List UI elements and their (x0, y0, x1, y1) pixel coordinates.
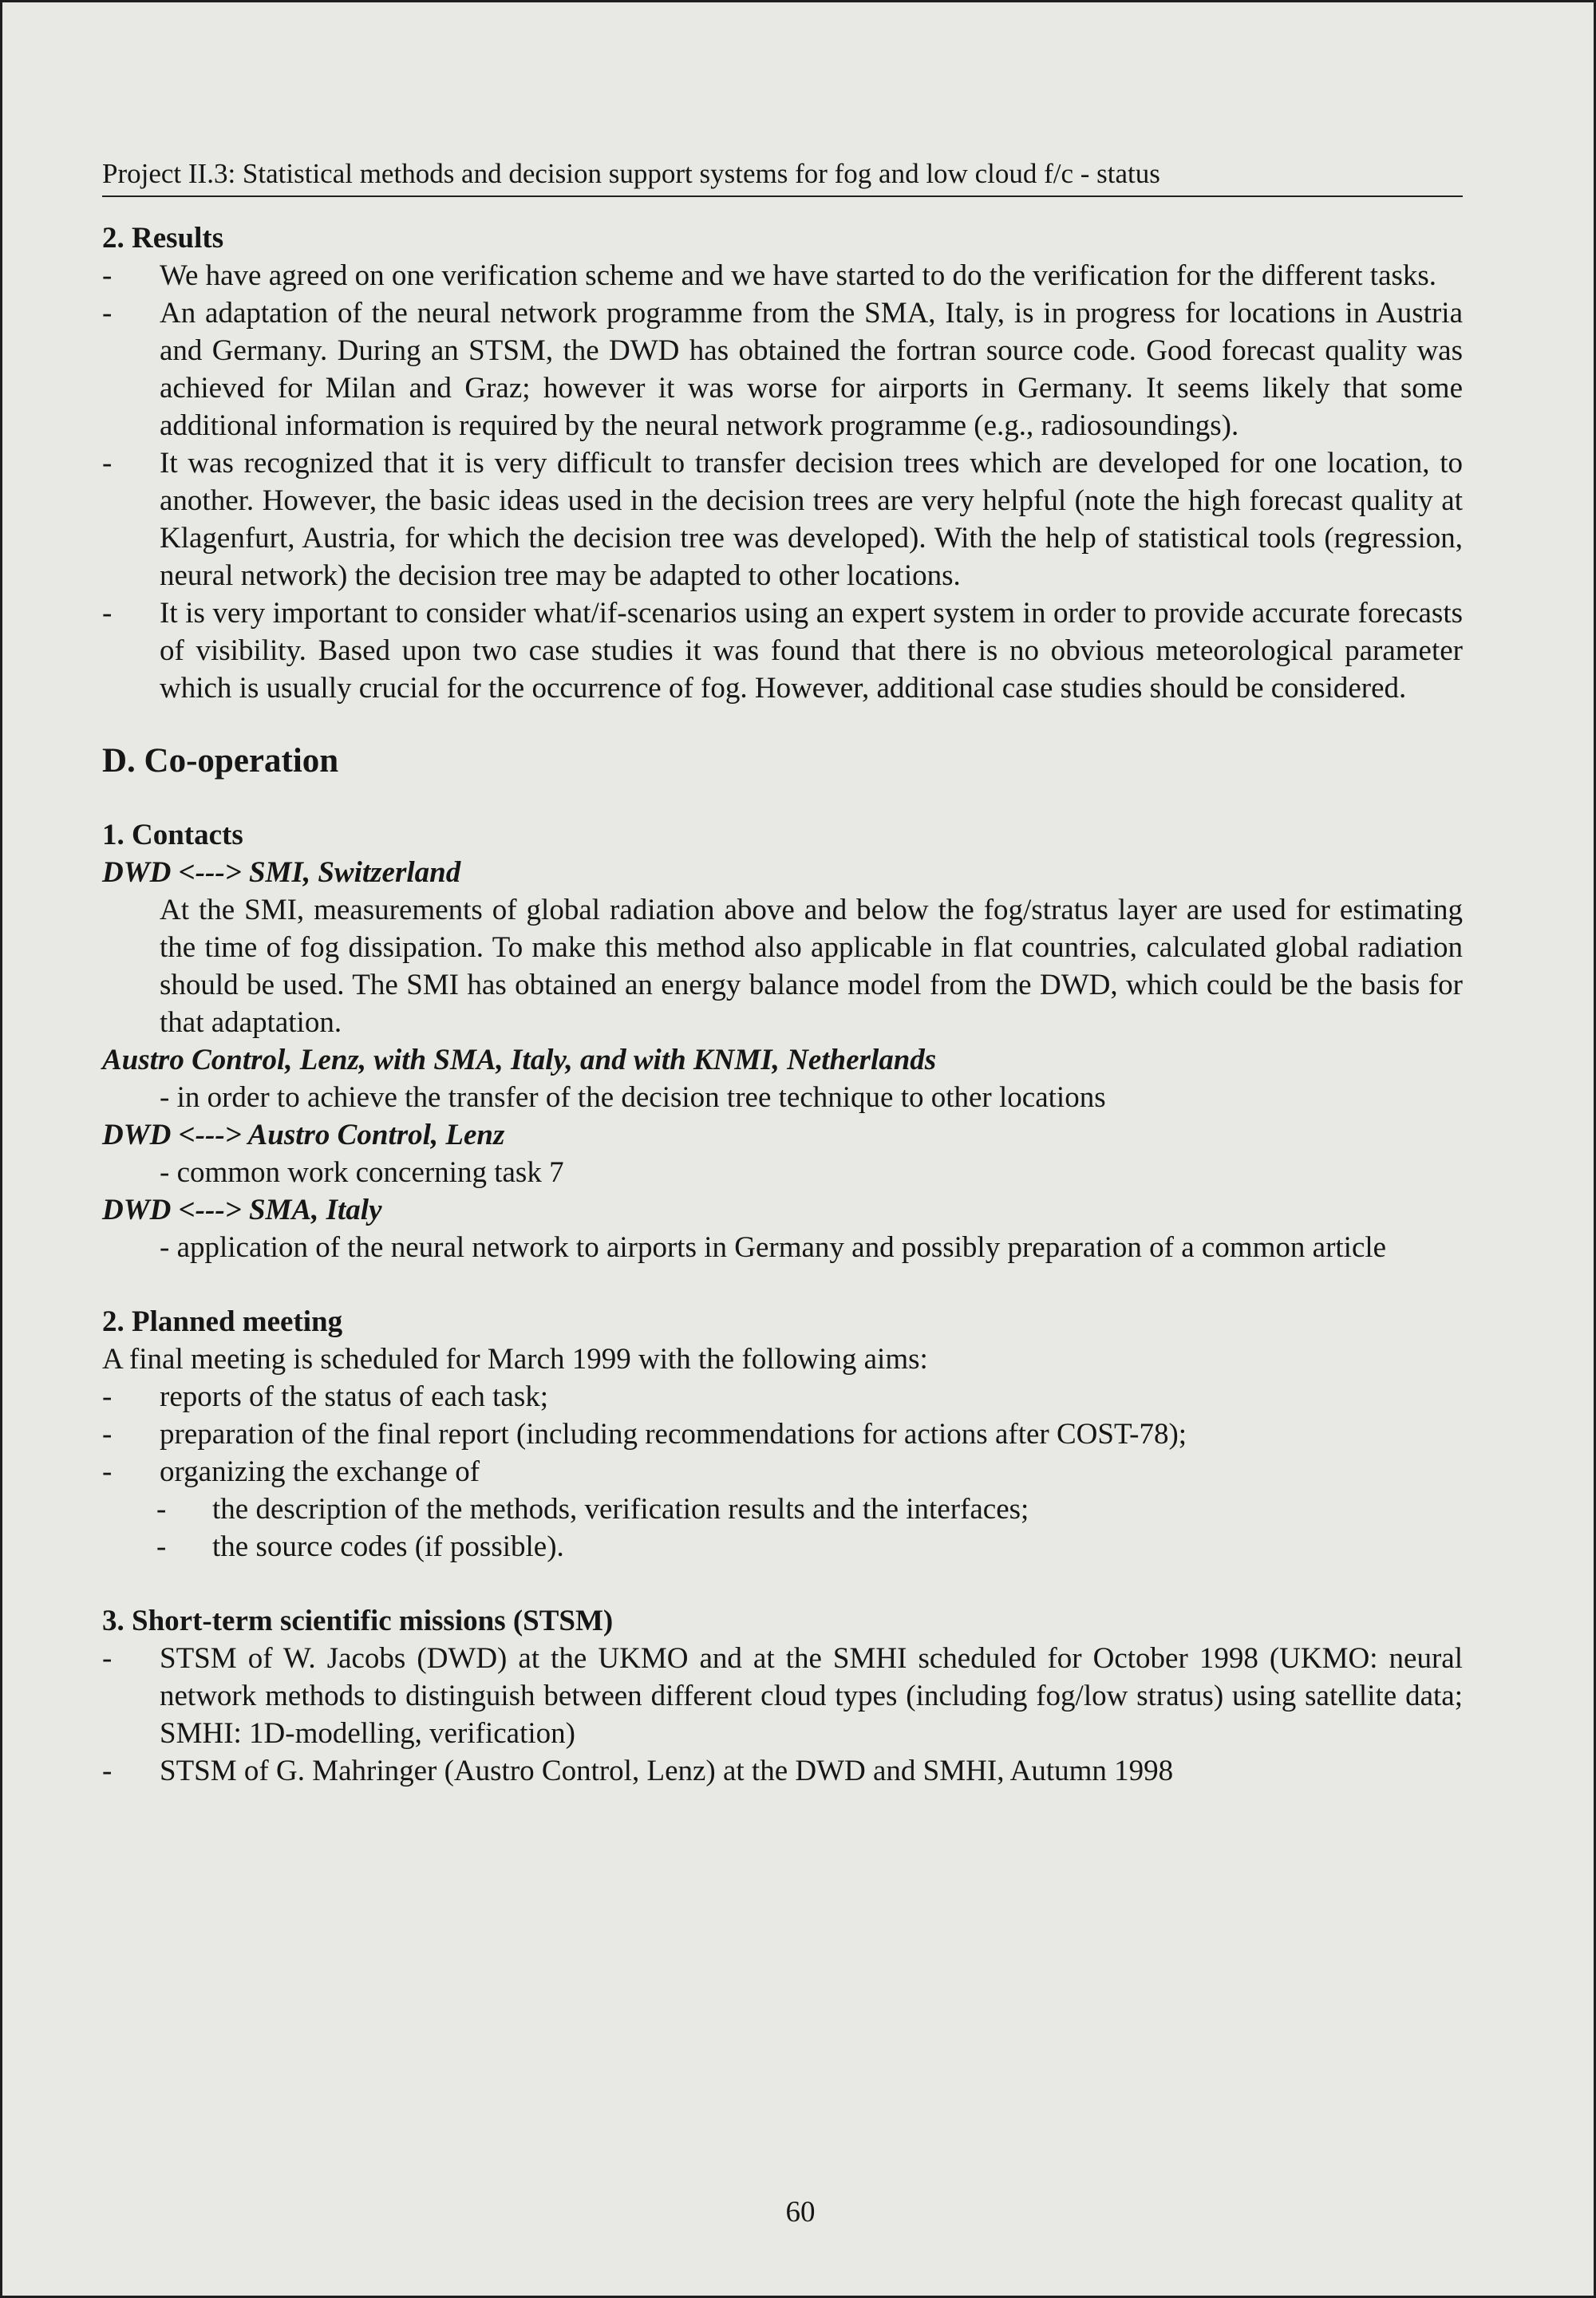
contacts-heading: 1. Contacts (102, 819, 243, 851)
stsm-item-text: STSM of W. Jacobs (DWD) at the UKMO and at the SMHI scheduled for October 1998 (UKMO: neural network methods to distinguish between different cloud types (including fog/low stratus) using satellite data; SMHI: 1D-modelling, verification) (160, 1642, 1463, 1750)
meeting-subitem-text: the source codes (if possible). (212, 1530, 564, 1563)
meeting-subitem: - the source codes (if possible). (102, 1528, 1463, 1566)
contact-text: - in order to achieve the transfer of the decision tree technique to other locations (160, 1081, 1106, 1114)
results-item-text: An adaptation of the neural network programme from the SMA, Italy, is in progress for locations in Austria and Germany. During an STSM, the DWD has obtained the fortran source code. Good forecast quality was achieved for Milan and Graz; however it was worse for airports in Germany. It seems likely that some additional information is required by the neural network programme (e.g., radiosoundings). (160, 297, 1463, 442)
contact-text: - common work concerning task 7 (160, 1156, 564, 1189)
stsm-item: - STSM of W. Jacobs (DWD) at the UKMO and at the SMHI scheduled for October 1998 (UKMO: neural network methods to distinguish between different cloud types (including fog/low stratus) using satellite data; SMHI: 1D-modelling, verification) (102, 1640, 1463, 1752)
stsm-heading: 3. Short-term scientific missions (STSM) (102, 1605, 614, 1637)
stsm-item: - STSM of G. Mahringer (Austro Control, Lenz) at the DWD and SMHI, Autumn 1998 (102, 1752, 1463, 1790)
contact-title: DWD <---> Austro Control, Lenz (102, 1119, 505, 1151)
contact-title: DWD <---> SMI, Switzerland (102, 856, 461, 889)
meeting-item: - reports of the status of each task; (102, 1378, 1463, 1416)
page-number: 60 (785, 2196, 816, 2229)
meeting-item-text: organizing the exchange of (160, 1455, 480, 1488)
page-content (102, 219, 1463, 1790)
results-item: - It was recognized that it is very difficult to transfer decision trees which are developed for one location, to another. However, the basic ideas used in the decision trees are very helpful (note the high forecast quality at Klagenfurt, Austria, for which the decision tree was developed). With the help of statistical tools (regression, neural network) the decision tree may be adapted to other locations. (102, 444, 1463, 594)
results-item: - We have agreed on one verification scheme and we have started to do the verification for the different tasks. (102, 257, 1463, 294)
cooperation-heading: D. Co-operation (102, 742, 339, 780)
meeting-subitem-text: the description of the methods, verification results and the interfaces; (212, 1493, 1029, 1526)
running-header: Project II.3: Statistical methods and decision support systems for fog and low cloud f/c - status (102, 154, 1463, 197)
meeting-item: - organizing the exchange of (102, 1453, 1463, 1491)
meeting-subitem: - the description of the methods, verification results and the interfaces; (102, 1491, 1463, 1528)
results-item-text: We have agreed on one verification scheme and we have started to do the verification for the different tasks. (160, 259, 1437, 292)
meeting-item-text: reports of the status of each task; (160, 1380, 549, 1413)
results-item-text: It is very important to consider what/if-scenarios using an expert system in order to provide accurate forecasts of visibility. Based upon two case studies it was found that there is no obvious meteorological parameter which is usually crucial for the occurrence of fog. However, additional case studies should be considered. (160, 597, 1463, 705)
planned-meeting-intro: A final meeting is scheduled for March 1999 with the following aims: (102, 1343, 928, 1376)
results-item: - An adaptation of the neural network programme from the SMA, Italy, is in progress for locations in Austria and Germany. During an STSM, the DWD has obtained the fortran source code. Good forecast quality was achieved for Milan and Graz; however it was worse for airports in Germany. It seems likely that some additional information is required by the neural network programme (e.g., radiosoundings). (102, 294, 1463, 444)
meeting-item: - preparation of the final report (including recommendations for actions after COST-78); (102, 1416, 1463, 1453)
stsm-item-text: STSM of G. Mahringer (Austro Control, Lenz) at the DWD and SMHI, Autumn 1998 (160, 1755, 1174, 1787)
contact-title: Austro Control, Lenz, with SMA, Italy, and with KNMI, Netherlands (102, 1044, 937, 1076)
contact-text: - application of the neural network to airports in Germany and possibly preparation of a common article (160, 1231, 1387, 1264)
planned-meeting-heading: 2. Planned meeting (102, 1305, 343, 1338)
meeting-item-text: preparation of the final report (including recommendations for actions after COST-78); (160, 1418, 1187, 1451)
results-heading: 2. Results (102, 222, 224, 255)
contact-text: At the SMI, measurements of global radiation above and below the fog/stratus layer are used for estimating the time of fog dissipation. To make this method also applicable in flat countries, calculated global radiation should be used. The SMI has obtained an energy balance model from the DWD, which could be the basis for that adaptation. (160, 894, 1463, 1039)
contact-title: DWD <---> SMA, Italy (102, 1194, 382, 1226)
results-item-text: It was recognized that it is very difficult to transfer decision trees which are developed for one location, to another. However, the basic ideas used in the decision trees are very helpful (note the high forecast quality at Klagenfurt, Austria, for which the decision tree was developed). With the help of statistical tools (regression, neural network) the decision tree may be adapted to other locations. (160, 447, 1463, 592)
results-item: - It is very important to consider what/if-scenarios using an expert system in order to provide accurate forecasts of visibility. Based upon two case studies it was found that there is no obvious meteorological parameter which is usually crucial for the occurrence of fog. However, additional case studies should be considered. (102, 594, 1463, 707)
